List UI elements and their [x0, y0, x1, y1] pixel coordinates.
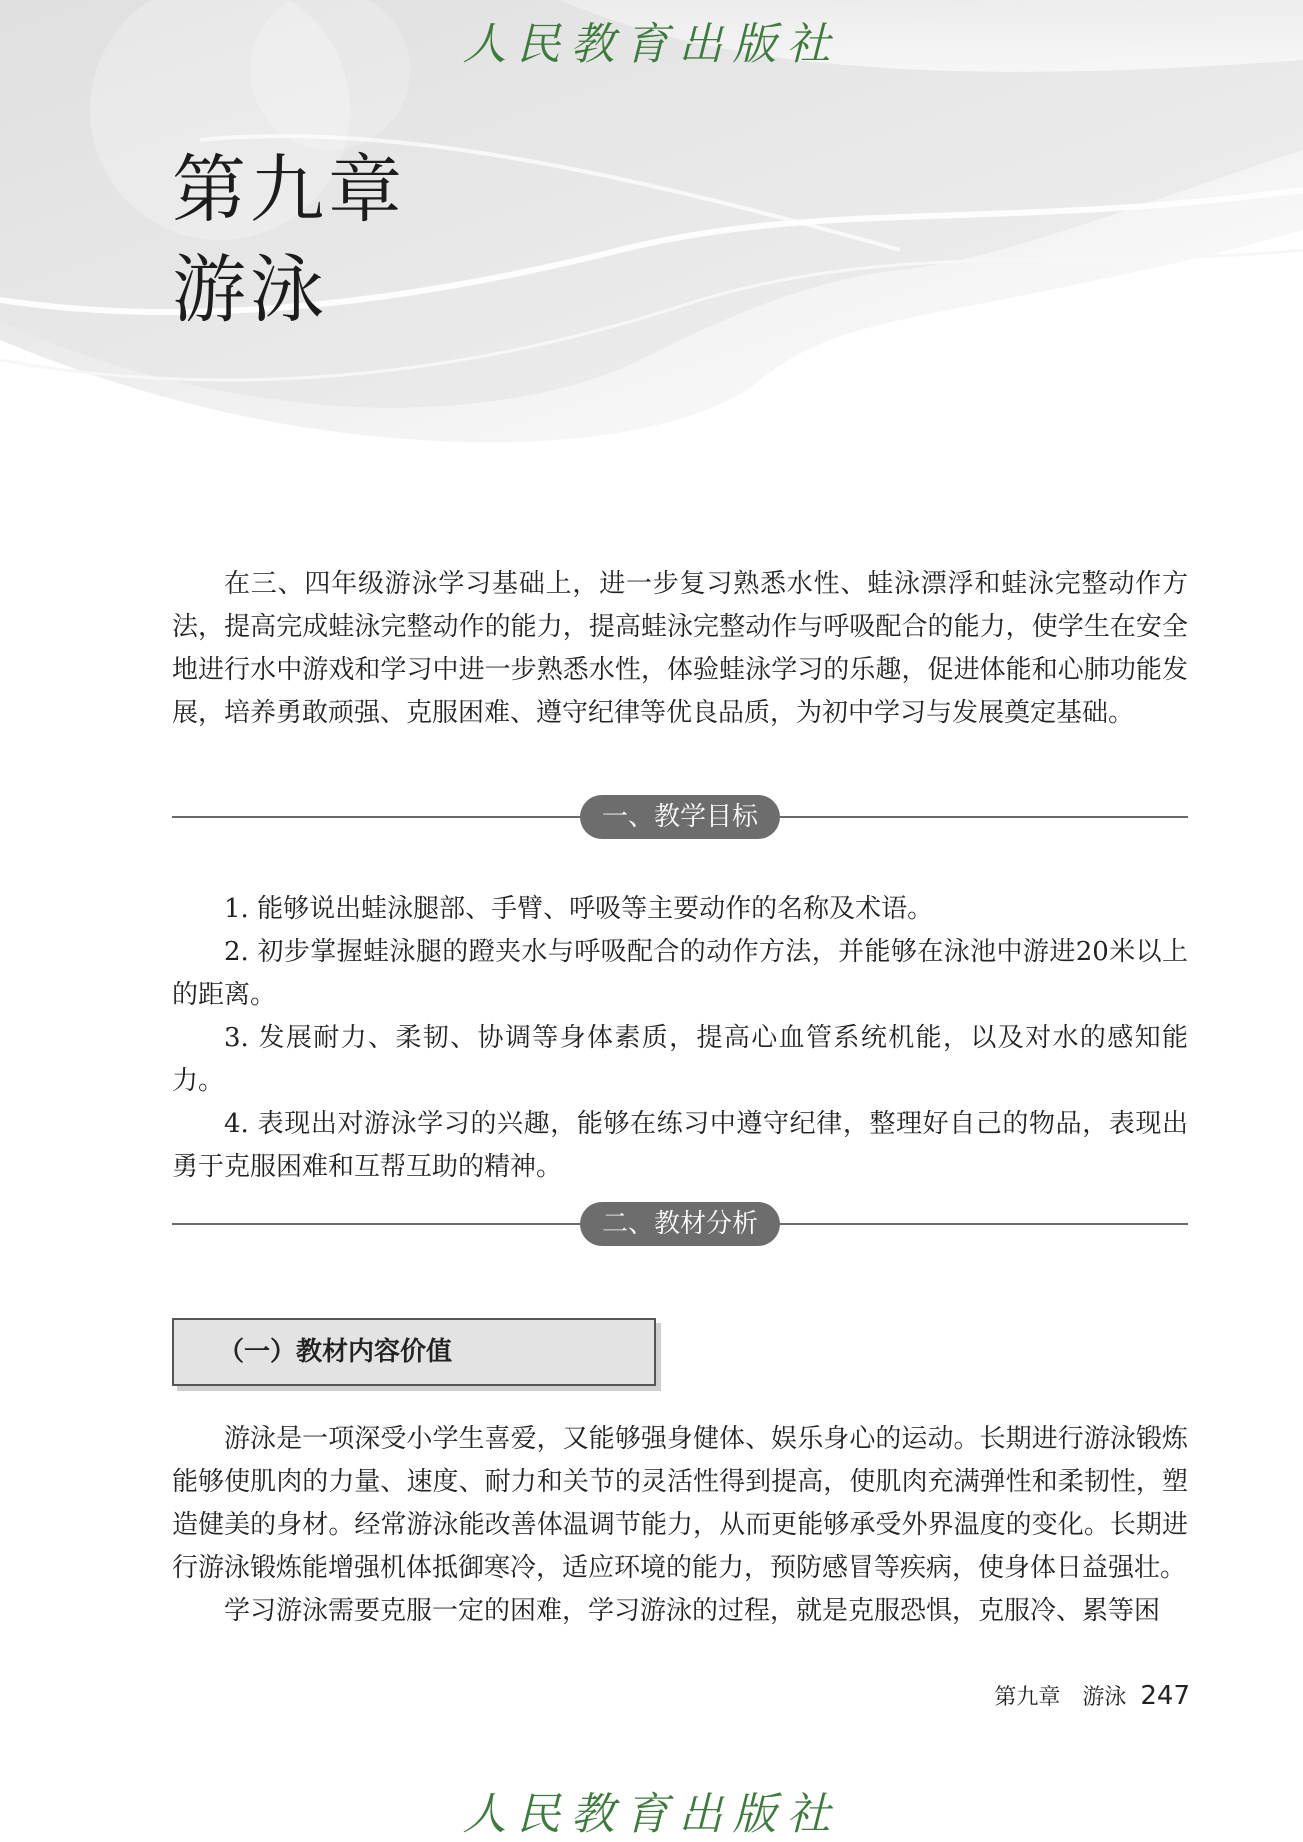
publisher-logo-bottom: 人民教育出版社: [462, 1789, 841, 1840]
section-title: 二、教材分析: [580, 1202, 780, 1246]
footer-chapter-label: 第九章 游泳: [994, 1685, 1127, 1710]
list-item: 1. 能够说出蛙泳腿部、手臂、呼吸等主要动作的名称及术语。: [224, 894, 934, 924]
publisher-logo-top: 人民教育出版社: [462, 19, 841, 70]
chapter-title: [172, 140, 406, 340]
list-item: 4. 表现出对游泳学习的兴趣，能够在练习中遵守纪律，整理好自己的物品，表现出勇于克服困难和互帮互助的精神。: [172, 1109, 1188, 1182]
goals-list: [172, 888, 1188, 1189]
section-title: 一、教学目标: [580, 795, 780, 839]
subheading-box: [172, 1318, 656, 1386]
section-heading-goals: [172, 795, 1188, 839]
list-item: 3. 发展耐力、柔韧、协调等身体素质，提高心血管系统机能，以及对水的感知能力。: [172, 1023, 1188, 1096]
list-item: 2. 初步掌握蛙泳腿的蹬夹水与呼吸配合的动作方法，并能够在泳池中游进20米以上的距离。: [172, 937, 1188, 1010]
chapter-number: 第九章: [172, 147, 406, 233]
page-number: 247: [1140, 1681, 1190, 1711]
chapter-name: 游泳: [172, 247, 328, 333]
section-heading-analysis: [172, 1202, 1188, 1246]
running-footer: [994, 1680, 1190, 1711]
subheading: （一）教材内容价值: [218, 1337, 453, 1367]
body-paragraph: 学习游泳需要克服一定的困难，学习游泳的过程，就是克服恐惧，克服冷、累等困: [224, 1596, 1161, 1626]
intro-paragraph: 在三、四年级游泳学习基础上，进一步复习熟悉水性、蛙泳漂浮和蛙泳完整动作方法，提高完成蛙泳完整动作的能力，提高蛙泳完整动作与呼吸配合的能力，使学生在安全地进行水中游戏和学习中进一步熟悉水性，体验蛙泳学习的乐趣，促进体能和心肺功能发展，培养勇敢顽强、克服困难、遵守纪律等优良品质，为初中学习与发展奠定基础。: [172, 569, 1188, 728]
body-paragraph: 游泳是一项深受小学生喜爱，又能够强身健体、娱乐身心的运动。长期进行游泳锻炼能够使肌肉的力量、速度、耐力和关节的灵活性得到提高，使肌肉充满弹性和柔韧性，塑造健美的身材。经常游泳能改善体温调节能力，从而更能够承受外界温度的变化。长期进行游泳锻炼能增强机体抵御寒冷，适应环境的能力，预防感冒等疾病，使身体日益强壮。: [172, 1424, 1188, 1583]
